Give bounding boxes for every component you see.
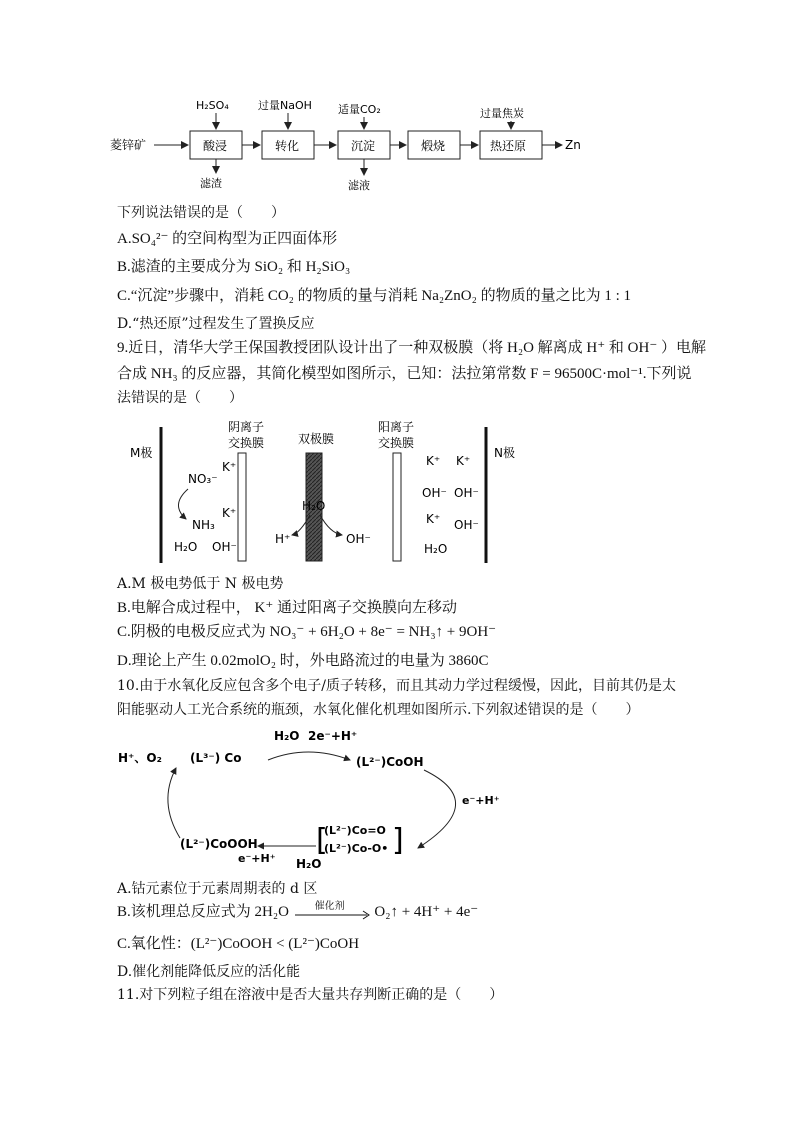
- cycle-s1: (L³⁻) Co: [190, 751, 242, 765]
- right-oh1: OH⁻: [422, 486, 447, 500]
- cycle-s3a: (L²⁻)Co=O: [324, 824, 386, 837]
- anion-membrane-label-2: 交换膜: [228, 436, 265, 450]
- anion-membrane-label-1: 阴离子: [228, 420, 265, 434]
- flow-start: 菱锌矿: [110, 138, 147, 152]
- n-electrode-label: N极: [494, 446, 515, 460]
- q9-option-d: D.理论上产生 0.02molO₂ 时，外电路流过的电量为 3860C: [117, 653, 489, 669]
- right-oh2: OH⁻: [454, 486, 479, 500]
- right-h2o: H₂O: [424, 542, 448, 556]
- flow-step-1: 酸浸: [203, 139, 228, 153]
- process-flowchart: [110, 95, 690, 195]
- flow-input-naoh: 过量NaOH: [258, 99, 312, 112]
- left-k1: K⁺: [222, 460, 237, 474]
- q9-stem-line3: 法错误的是（ ）: [117, 390, 243, 406]
- left-nitrate: NO₃⁻: [188, 472, 218, 486]
- catalyst-arrow: [293, 900, 371, 920]
- left-k2: K⁺: [222, 506, 237, 520]
- cycle-bracket-left: [: [316, 823, 328, 858]
- left-nh3: NH₃: [192, 518, 215, 532]
- cycle-in3: H₂O: [296, 857, 322, 871]
- q8-stem: 下列说法错误的是（ ）: [117, 205, 285, 221]
- q8-option-b: B.滤渣的主要成分为 SiO₂ 和 H₂SiO₃: [117, 259, 351, 275]
- catalytic-cycle-diagram: [118, 722, 518, 872]
- flow-input-coke: 过量焦炭: [480, 107, 524, 120]
- q10-stem-line2: 阳能驱动人工光合系统的瓶颈，水氧化催化机理如图所示.下列叙述错误的是（ ）: [117, 702, 640, 718]
- cycle-in1a: H₂O: [274, 729, 300, 743]
- q10-option-b: [117, 902, 478, 922]
- flow-output-residue: 滤渣: [200, 177, 222, 190]
- q8-option-d: D.“热还原”过程发生了置换反应: [117, 316, 315, 332]
- electrolysis-diagram: [120, 415, 540, 570]
- q9-stem-line2: 合成 NH₃ 的反应器，其简化模型如图所示，已知：法拉第常数 F = 96500C·mol⁻¹.下列说: [117, 366, 692, 382]
- q10-option-a: A.钴元素位于元素周期表的 d 区: [117, 881, 318, 897]
- flow-step-4: 煅烧: [421, 139, 446, 153]
- q9-option-c: C.阴极的电极反应式为 NO₃⁻ + 6H₂O + 8e⁻ = NH₃↑ + 9OH⁻: [117, 624, 497, 640]
- cycle-out2: e⁻+H⁺: [462, 794, 500, 807]
- q10-option-c: C.氧化性：(L²⁻)CoOOH < (L²⁻)CoOH: [117, 936, 360, 952]
- cycle-s4: (L²⁻)CoOOH: [180, 837, 258, 851]
- flow-step-5: 热还原: [490, 139, 527, 153]
- catalyst-arrow-line: [293, 908, 371, 922]
- q10-option-b-post: O₂↑ + 4H⁺ + 4e⁻: [374, 904, 479, 920]
- flow-input-h2so4: H₂SO₄: [196, 99, 229, 112]
- left-oh: OH⁻: [212, 540, 237, 554]
- q10-option-b-pre: B.该机理总反应式为 2H₂O: [117, 904, 289, 920]
- left-h2o: H₂O: [174, 540, 198, 554]
- center-h2o: H₂O: [302, 499, 326, 513]
- cycle-s2: (L²⁻)CoOH: [356, 755, 424, 769]
- right-k2: K⁺: [456, 454, 471, 468]
- cycle-s3b: (L²⁻)Co-O•: [324, 842, 389, 855]
- cation-membrane-label-1: 阳离子: [378, 420, 415, 434]
- cation-membrane-label-2: 交换膜: [378, 436, 415, 450]
- flow-step-3: 沉淀: [351, 139, 376, 153]
- q9-stem-line1: 9.近日，清华大学王保国教授团队设计出了一种双极膜（将 H₂O 解离成 H⁺ 和 OH⁻ ）电解: [117, 340, 706, 356]
- center-oh: OH⁻: [346, 532, 371, 546]
- flow-step-2: 转化: [275, 139, 300, 153]
- q9-option-b: B.电解合成过程中， K⁺ 通过阳离子交换膜向左移动: [117, 600, 458, 616]
- bipolar-membrane-label: 双极膜: [298, 432, 335, 446]
- q11-stem: 11.对下列粒子组在溶液中是否大量共存判断正确的是（ ）: [117, 987, 504, 1003]
- right-k1: K⁺: [426, 454, 441, 468]
- cycle-out4: e⁻+H⁺: [238, 852, 276, 865]
- m-electrode-label: M极: [130, 446, 153, 460]
- right-k3: K⁺: [426, 512, 441, 526]
- cycle-in1b: 2e⁻+H⁺: [308, 729, 358, 743]
- right-oh3: OH⁻: [454, 518, 479, 532]
- cycle-out: H⁺、O₂: [118, 751, 162, 765]
- flow-product: Zn: [565, 138, 581, 152]
- flow-input-co2: 适量CO₂: [338, 103, 381, 116]
- q10-option-d: D.催化剂能降低反应的活化能: [117, 964, 301, 980]
- center-h: H⁺: [275, 532, 291, 546]
- cycle-bracket-right: ]: [392, 823, 404, 858]
- q8-option-c: C.“沉淀”步骤中，消耗 CO₂ 的物质的量与消耗 Na₂ZnO₂ 的物质的量之比为 1 : 1: [117, 288, 632, 304]
- q9-option-a: A.M 极电势低于 N 极电势: [117, 576, 284, 592]
- catalyst-label: 催化剂: [314, 900, 345, 912]
- q8-option-a: A.SO₄²⁻ 的空间构型为正四面体形: [117, 231, 338, 247]
- flow-output-filtrate: 滤液: [348, 179, 370, 192]
- q10-stem-line1: 10.由于水氧化反应包含多个电子/质子转移，而且其动力学过程缓慢，因此，目前其仍是太: [117, 678, 676, 694]
